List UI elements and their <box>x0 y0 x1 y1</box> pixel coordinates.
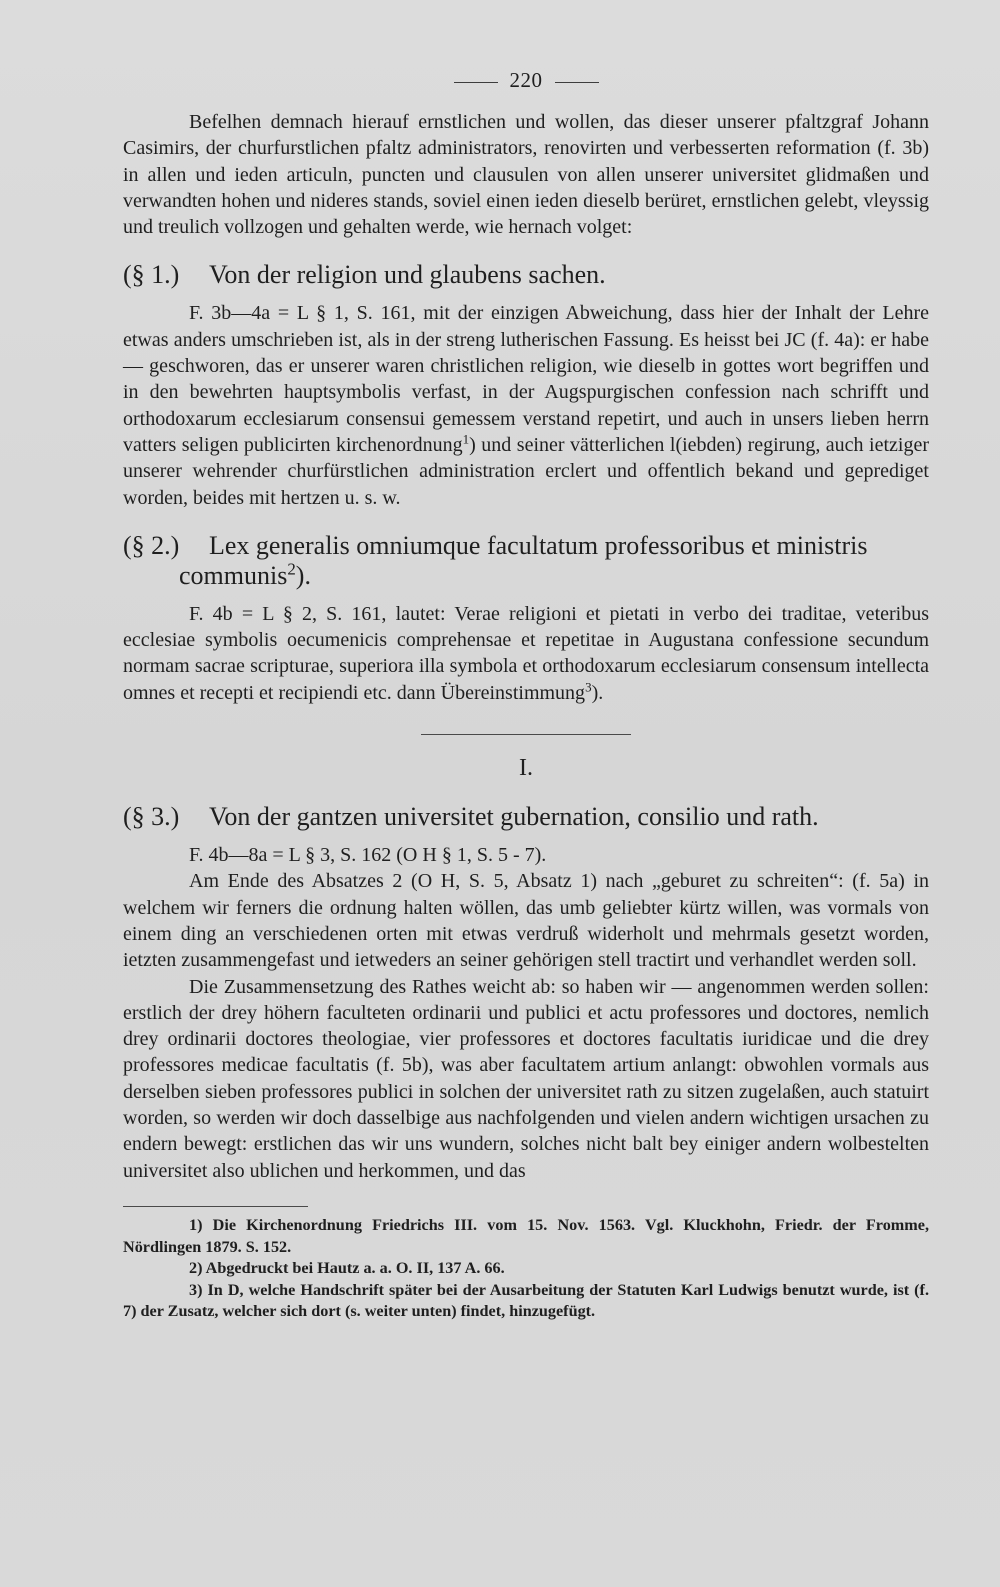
footnote-ref-3: 3 <box>585 679 592 695</box>
section-title: Lex generalis omniumque facultatum professoribus et ministris communis <box>179 530 868 590</box>
paragraph-reference: F. 4b—8a = L § 3, S. 162 (O H § 1, S. 5 - 7). <box>189 844 547 867</box>
footnote-3: 3) In D, welche Handschrift später bei der Ausarbeitung der Statuten Karl Ludwigs benutzt wurde, ist (f. 7) der Zusatz, welcher sich dort (s. weiter unten) findet, hinzugefügt. <box>123 1280 929 1321</box>
page-content <box>123 68 929 1323</box>
section-title: Von der gantzen universitet gubernation, consilio und rath. <box>209 802 819 832</box>
footnote-divider <box>123 1206 308 1207</box>
paragraph-section-3b: Die Zusammensetzung des Rathes weicht ab: so haben wir — angenommen werden sollen: erstlich der drey höhern faculteten ordinarii und publici et actu professores und doctores, nemlich drey ordinarii doctores theologiae, vier professores et doctores facultatis iuridicae und die drey professores medicae facultatis (f. 5b), was aber facultatem artium anlangt: obwohlen vormals aus derselben sieben professores publici in solchen der universitet rath zu sitzen zugelaßen, auch statuirt worden, so werden wir doch dasselbige aus nachfolgenden und vielen andern wichtigen ursachen zu endern bewegt: erstlichen das wir uns wundern, solches nicht balt bey einiger andern wolbestelten universitet also ublichen und herkommen, und das <box>123 975 929 1182</box>
paragraph-text: F. 4b = L § 2, S. 161, lautet: Verae religioni et pietati in verbo dei traditae, veteribus ecclesiae symbolis oecumenicis comprehensae et repetitae in Augustana confessione secundum normam sacrae scripturae, superiora illa symbola et orthodoxarum ecclesiarum consensum intellecta omnes et recepti et recipiendi etc. dann Übereinstimmung <box>123 602 929 704</box>
section-divider <box>421 734 631 735</box>
paragraph-text: F. 3b—4a = L § 1, S. 161, mit der einzigen Abweichung, dass hier der Inhalt der Lehre etwas anders umschrieben ist, als in der streng lutherischen Fassung. Es heisst bei JC (f. 4a): er habe — geschworen, das er unserer waren christlichen religion, wie dieselb in gottes wort begriffen und in den bewehrten hauptsymbolis verfast, in der Augspurgischen confession nach schrifft und orthodoxarum ecclesiarum consensui gemessem verstand repetirt, und auch in unsers lieben herrn vatters seligen publicirten kirchenordnung <box>123 302 929 456</box>
footnote-1: 1) Die Kirchenordnung Friedrichs III. vom 15. Nov. 1563. Vgl. Kluckhohn, Friedr. der Fromme, Nördlingen 1879. S. 152. <box>123 1215 929 1256</box>
section-title: Von der religion und glaubens sachen. <box>209 260 606 290</box>
section-title-end: ). <box>295 560 311 590</box>
footnote-2: 2) Abgedruckt bei Hautz a. a. O. II, 137 A. 66. <box>189 1259 505 1278</box>
paragraph-text-continued: ). <box>591 681 604 704</box>
section-number: (§ 3.) <box>123 802 180 832</box>
right-rule <box>555 82 599 83</box>
section-heading-2 <box>123 531 929 591</box>
paragraph-intro: Befelhen demnach hierauf ernstlichen und wollen, das dieser unserer pfaltzgraf Johann Casimirs, der churfurstlichen pfaltz administrators, renovirten und verbesserten reformation (f. 3b) in allen und ieden articuln, puncten und clausulen von allen unserer universitet glidmaßen und verwandten hohen und nideres stands, soviel einen ieden dieselb berüret, ernstlichen gelebt, vleyssig und treulich vollzogen und gehalten werde, wie hernach volget: <box>123 111 929 239</box>
section-number: (§ 2.) <box>123 530 180 560</box>
section-heading-3 <box>123 802 929 832</box>
section-heading-1 <box>123 260 929 290</box>
section-number: (§ 1.) <box>123 260 180 290</box>
paragraph-section-1 <box>123 300 929 510</box>
page-number: 220 <box>509 68 543 92</box>
paragraph-section-3a: Am Ende des Absatzes 2 (O H, S. 5, Absatz 1) nach „geburet zu schreiten“: (f. 5a) in welchem wir ferners die ordnung halten wöllen, das umb geliebter kürtz willen, was vormals von einem ding an verschiedenen orten mit etwas verdruß widerholt und mehrmals gesetzt worden, ietzten zusammengefast und ietweders an seiner gehörigen stell tractirt und verhandlet werden soll. <box>123 870 929 972</box>
footnote-ref-1: 1 <box>462 431 470 447</box>
footnotes <box>123 1215 929 1323</box>
footnote-ref-2: 2 <box>287 559 296 579</box>
left-rule <box>454 82 498 83</box>
paragraph-text-continued: ) und seiner vätterlichen l(iebden) regirung, auch ietziger unserer wehrender churfürstlichen administration erclert und offentlich bekand und geprediget worden, beides mit hertzen u. s. w. <box>123 433 929 509</box>
chapter-numeral: I. <box>519 755 533 782</box>
page-number-line <box>123 68 929 93</box>
paragraph-section-2 <box>123 601 929 706</box>
